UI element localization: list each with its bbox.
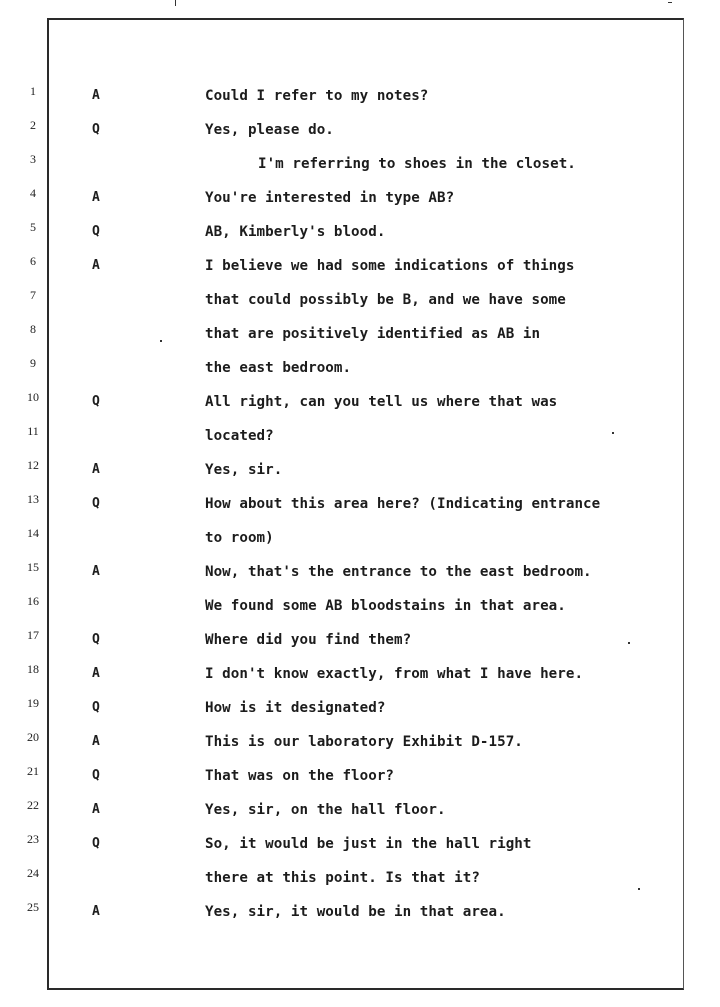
line-number: 10 (27, 390, 39, 404)
line-text: You're interested in type AB? (205, 190, 455, 206)
speaker-label: Q (92, 394, 100, 409)
line-number: 19 (27, 696, 39, 710)
line-text: Now, that's the entrance to the east bedroom. (205, 564, 592, 580)
transcript-line (0, 254, 720, 292)
line-number: 7 (30, 288, 36, 302)
speaker-label: A (92, 564, 100, 579)
speaker-label: A (92, 258, 100, 273)
line-number: 20 (27, 730, 39, 744)
line-number: 5 (30, 220, 36, 234)
transcript-line (0, 696, 720, 734)
line-number: 17 (27, 628, 39, 642)
line-text: How is it designated? (205, 700, 386, 716)
line-number: 15 (27, 560, 39, 574)
speaker-label: A (92, 190, 100, 205)
line-text: located? (205, 428, 274, 444)
scan-artifact (175, 0, 176, 6)
transcript-line (0, 798, 720, 836)
transcript-line (0, 832, 720, 870)
speaker-label: A (92, 802, 100, 817)
speaker-label: Q (92, 496, 100, 511)
speaker-label: A (92, 904, 100, 919)
speaker-label: Q (92, 768, 100, 783)
line-number: 22 (27, 798, 39, 812)
transcript-line (0, 900, 720, 938)
transcript-line (0, 730, 720, 768)
transcript-line (0, 390, 720, 428)
transcript-line (0, 764, 720, 802)
line-text: I believe we had some indications of things (205, 258, 575, 274)
line-text: All right, can you tell us where that was (205, 394, 558, 410)
transcript-line (0, 424, 720, 462)
line-number: 21 (27, 764, 39, 778)
transcript-line (0, 560, 720, 598)
transcript-line (0, 118, 720, 156)
transcript-line (0, 186, 720, 224)
speaker-label: A (92, 462, 100, 477)
line-text: Yes, sir. (205, 462, 283, 478)
line-number: 11 (27, 424, 39, 438)
transcript-line (0, 220, 720, 258)
scan-artifact (668, 2, 672, 3)
line-text: We found some AB bloodstains in that area. (205, 598, 566, 614)
line-text: How about this area here? (Indicating entrance (205, 496, 601, 512)
transcript-line (0, 356, 720, 394)
line-text: that could possibly be B, and we have some (205, 292, 566, 308)
line-number: 13 (27, 492, 39, 506)
line-text: I don't know exactly, from what I have here. (205, 666, 584, 682)
line-text: Yes, sir, on the hall floor. (205, 802, 446, 818)
line-text: This is our laboratory Exhibit D-157. (205, 734, 523, 750)
transcript-line (0, 662, 720, 700)
line-number: 12 (27, 458, 39, 472)
line-text: I'm referring to shoes in the closet. (258, 156, 576, 172)
transcript-line (0, 594, 720, 632)
line-text: That was on the floor? (205, 768, 395, 784)
speaker-label: Q (92, 122, 100, 137)
speaker-label: Q (92, 224, 100, 239)
line-text: Yes, please do. (205, 122, 334, 138)
transcript-line (0, 322, 720, 360)
line-number: 25 (27, 900, 39, 914)
transcript-line (0, 526, 720, 564)
transcript-line (0, 628, 720, 666)
line-text: Yes, sir, it would be in that area. (205, 904, 506, 920)
line-number: 6 (30, 254, 36, 268)
transcript-line (0, 458, 720, 496)
line-text: there at this point. Is that it? (205, 870, 480, 886)
transcript-line (0, 84, 720, 122)
line-number: 2 (30, 118, 36, 132)
transcript-line (0, 866, 720, 904)
speaker-label: A (92, 88, 100, 103)
line-number: 4 (30, 186, 36, 200)
speaker-label: Q (92, 836, 100, 851)
line-text: So, it would be just in the hall right (205, 836, 532, 852)
line-number: 3 (30, 152, 36, 166)
speaker-label: Q (92, 700, 100, 715)
line-number: 9 (30, 356, 36, 370)
line-text: AB, Kimberly's blood. (205, 224, 386, 240)
line-number: 23 (27, 832, 39, 846)
speaker-label: A (92, 734, 100, 749)
line-text: that are positively identified as AB in (205, 326, 541, 342)
line-text: Could I refer to my notes? (205, 88, 429, 104)
line-number: 18 (27, 662, 39, 676)
line-number: 16 (27, 594, 39, 608)
line-text: to room) (205, 530, 274, 546)
line-number: 24 (27, 866, 39, 880)
line-number: 14 (27, 526, 39, 540)
line-number: 1 (30, 84, 36, 98)
line-number: 8 (30, 322, 36, 336)
line-text: the east bedroom. (205, 360, 352, 376)
speaker-label: Q (92, 632, 100, 647)
transcript-line (0, 152, 720, 190)
transcript-line (0, 492, 720, 530)
transcript-line (0, 288, 720, 326)
speaker-label: A (92, 666, 100, 681)
line-text: Where did you find them? (205, 632, 412, 648)
